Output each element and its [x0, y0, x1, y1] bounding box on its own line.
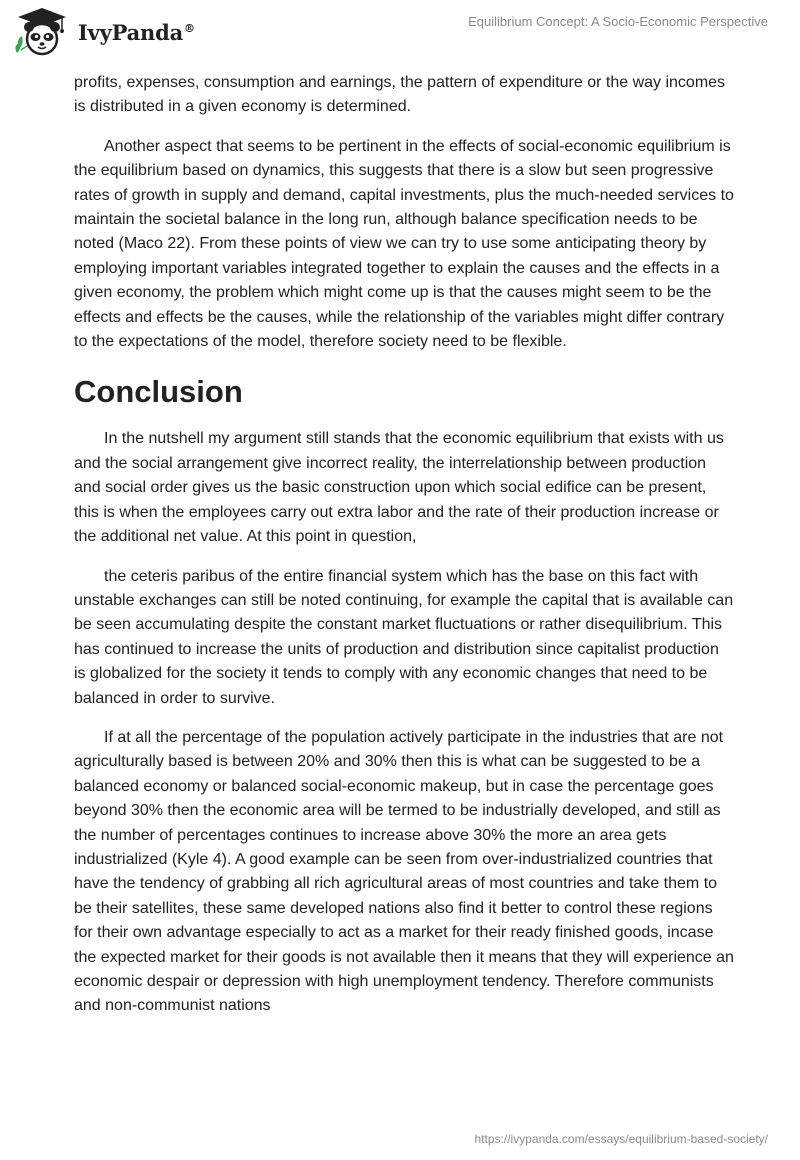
- ivypanda-logo[interactable]: [14, 6, 195, 58]
- document-title: Equilibrium Concept: A Socio-Economic Perspective: [468, 14, 768, 29]
- page-header: [0, 0, 800, 70]
- paragraph: If at all the percentage of the population actively participate in the industries that are not agriculturally based is between 20% and 30% then this is what can be suggested to be a balanced economy or balanced social-economic makeup, but in case the percentage goes beyond 30% then the economic area will be termed to be industrially developed, and still as the number of percentages continues to increase above 30% the more an area gets industrialized (Kyle 4). A good example can be seen from over-industrialized countries that have the tendency of grabbing all rich agricultural areas of most countries and take them to be their satellites, these same developed nations also find it better to control these regions for their own advantage especially to act as a market for their ready finished goods, incase the expected market for their goods is not available then it means that they will experience an economic despair or depression with high unemployment tendency. Therefore communists and non-communist nations: [74, 728, 734, 1015]
- essay-content: [74, 71, 734, 1034]
- section-heading: Conclusion: [74, 374, 243, 410]
- paragraph: In the nutshell my argument still stands that the economic equilibrium that exists with us and the social arrangement give incorrect reality, the interrelationship between production and social order gives us the basic construction upon which social edifice can be present, this is when the employees carry out extra labor and the rate of their production increase or the additional net value. At this point in question,: [74, 430, 724, 546]
- registered-mark: ®: [184, 21, 195, 35]
- paragraph: profits, expenses, consumption and earnings, the pattern of expenditure or the way incomes is distributed in a given economy is determined.: [74, 74, 726, 116]
- paragraph: the ceteris paribus of the entire financial system which has the base on this fact with unstable exchanges can still be noted continuing, for example the capital that is available can be seen accumulating despite the constant market fluctuations or rather disequilibrium. This has continued to increase the units of production and distribution since capitalist production is globalized for the society it tends to comply with any economic changes that need to be balanced in order to survive.: [74, 567, 734, 707]
- paragraph: Another aspect that seems to be pertinent in the effects of social-economic equilibrium is the equilibrium based on dynamics, this suggests that there is a slow but seen progressive rates of growth in supply and demand, capital investments, plus the much-needed services to maintain the societal balance in the long run, although balance specification needs to be noted (Maco 22). From these points of view we can try to use some anticipating theory by employing important variables integrated together to explain the causes and the effects in a given economy, the problem which might come up is that the causes might seem to be the effects and effects be the causes, while the relationship of the variables might differ contrary to the expectations of the model, therefore society need to be flexible.: [74, 137, 734, 351]
- brand-name: IvyPanda®: [78, 19, 195, 45]
- panda-graduate-icon: [14, 6, 70, 58]
- source-url[interactable]: https://ivypanda.com/essays/equilibrium-based-society/: [474, 1132, 768, 1146]
